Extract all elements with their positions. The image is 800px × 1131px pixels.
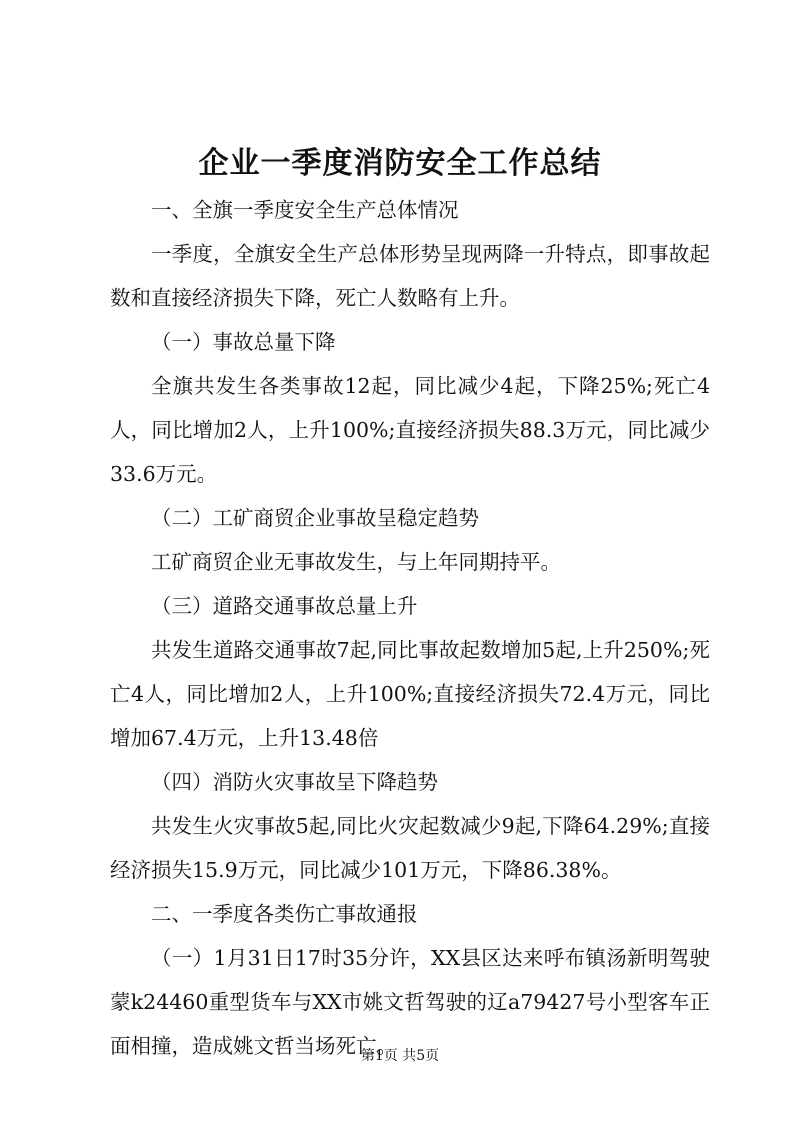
body-paragraph: 共发生火灾事故5起,同比火灾起数减少9起,下降64.29%;直接经济损失15.9万元，同比减少101万元，下降86.38%。	[110, 814, 710, 882]
subsection-heading: （三）道路交通事故总量上升	[151, 594, 418, 618]
subsection-heading: （二）工矿商贸企业事故呈稳定趋势	[151, 506, 479, 530]
page-number: 第1页 共5页	[360, 1048, 440, 1064]
body-paragraph: 一季度，全旗安全生产总体形势呈现两降一升特点，即事故起数和直接经济损失下降，死亡人数略有上升。	[110, 242, 710, 310]
document-title: 企业一季度消防安全工作总结	[198, 146, 602, 181]
section-heading-1: 一、全旗一季度安全生产总体情况	[151, 198, 459, 222]
body-paragraph: （一）1月31日17时35分许，XX县区达来呼布镇汤新明驾驶蒙k24460重型货车与XX市姚文哲驾驶的辽a79427号小型客车正面相撞，造成姚文哲当场死亡。	[110, 946, 710, 1058]
body-paragraph: 全旗共发生各类事故12起，同比减少4起，下降25%;死亡4人，同比增加2人，上升100%;直接经济损失88.3万元，同比减少33.6万元。	[110, 374, 710, 486]
subsection-heading: （四）消防火灾事故呈下降趋势	[151, 770, 438, 794]
body-paragraph: 共发生道路交通事故7起,同比事故起数增加5起,上升250%;死亡4人，同比增加2人，上升100%;直接经济损失72.4万元，同比增加67.4万元，上升13.48倍	[110, 638, 710, 750]
section-heading-2: 二、一季度各类伤亡事故通报	[151, 902, 418, 926]
document-body	[110, 188, 710, 1068]
subsection-heading: （一）事故总量下降	[151, 330, 336, 354]
body-paragraph: 工矿商贸企业无事故发生，与上年同期持平。	[151, 550, 561, 574]
